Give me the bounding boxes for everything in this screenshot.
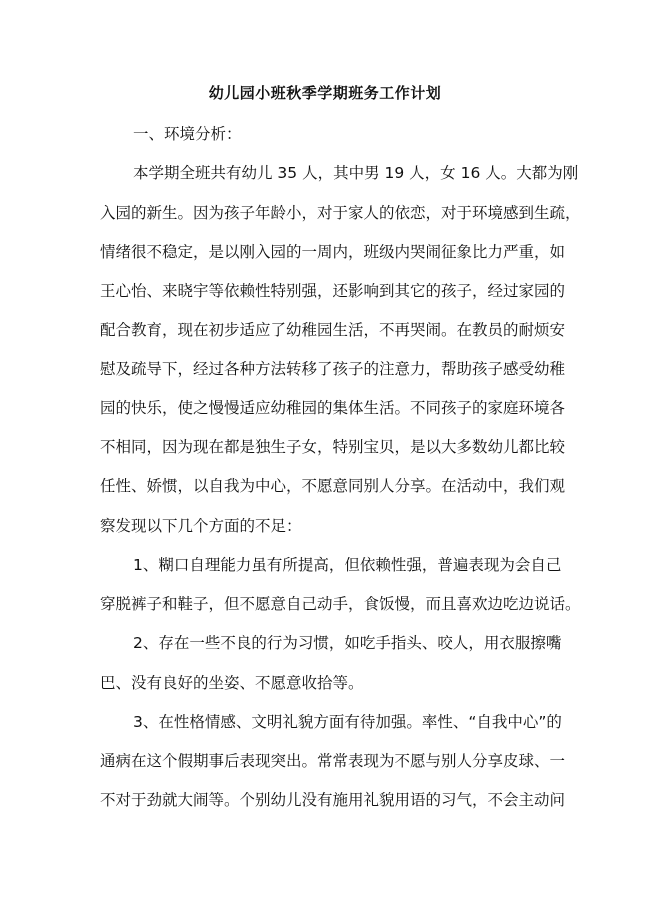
paragraph-line: 慰及疏导下，经过各种方法转移了孩子的注意力，帮助孩子感受幼稚 [100,360,566,378]
list-item-line: 不对于劲就大闹等。个别幼儿没有施用礼貌用语的习气，不会主动问 [100,791,566,809]
paragraph-line: 本学期全班共有幼儿 35 人，其中男 19 人，女 16 人。大都为刚 [133,164,579,182]
list-item-line: 1、糊口自理能力虽有所提高，但依赖性强，普遍表现为会自己 [133,556,562,574]
document-title: 幼儿园小班秋季学期班务工作计划 [208,84,442,102]
list-item-line: 2、存在一些不良的行为习惯，如吃手指头、咬人，用衣服擦嘴 [133,634,562,652]
list-item-line: 穿脱裤子和鞋子，但不愿意自己动手，食饭慢，而且喜欢边吃边说话。 [100,595,581,613]
paragraph-line: 情绪很不稳定，是以刚入园的一周内，班级内哭闹征象比力严重，如 [100,243,566,261]
section-heading: 一、环境分析： [133,125,242,143]
paragraph-line: 园的快乐，使之慢慢适应幼稚园的集体生活。不同孩子的家庭环境各 [100,399,566,417]
paragraph-line: 不相同，因为现在都是独生子女，特别宝贝，是以大多数幼儿都比较 [100,438,566,456]
paragraph-line: 王心怡、来晓宇等依赖性特别强，还影响到其它的孩子，经过家园的 [100,282,566,300]
list-item-line: 巴、没有良好的坐姿、不愿意收拾等。 [100,674,364,692]
list-item-line: 通病在这个假期事后表现突出。常常表现为不愿与别人分享皮球、一 [100,752,566,770]
paragraph-line: 入园的新生。因为孩子年龄小，对于家人的依恋，对于环境感到生疏， [100,204,581,222]
paragraph-line: 任性、娇惯，以自我为中心，不愿意同别人分享。在活动中，我们观 [100,477,566,495]
list-item-line: 3、在性格情感、文明礼貌方面有待加强。率性、“自我中心”的 [133,713,562,731]
paragraph-line: 配合教育，现在初步适应了幼稚园生活，不再哭闹。在教员的耐烦安 [100,321,566,339]
paragraph-line: 察发现以下几个方面的不足： [100,517,302,535]
